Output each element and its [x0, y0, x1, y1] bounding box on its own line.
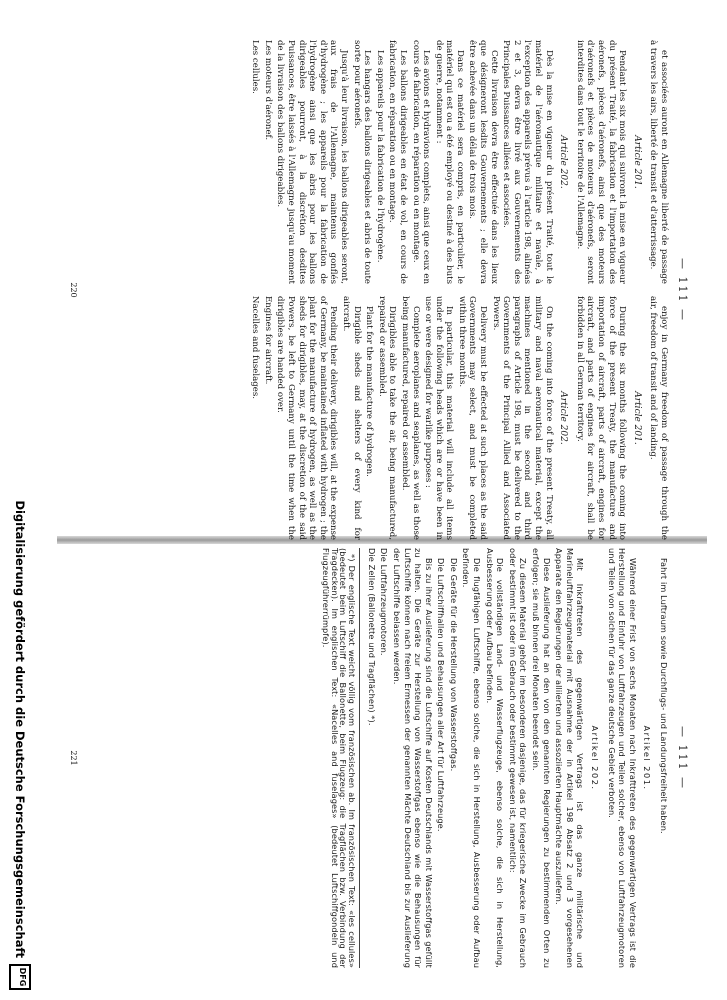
paragraph: Die flugfähigen Luftschiffe, ebenso solche, die sich in Herstellung, Ausbesserung oder Aufbau befinden. — [461, 548, 483, 968]
paragraph: On the coming into force of the present Treaty, all military and naval aeronautical material, except the machines mentioned in the second and third paragraphs of Article 198, must be delivered to the Governments of the Principal Allied and Associated Powers. — [490, 296, 554, 540]
footnote — [321, 548, 360, 968]
paragraph: Delivery must be effected at such places as the said Governments may select, and must be completed within three months. — [456, 296, 489, 540]
right-page-columns — [87, 548, 669, 968]
right-running-head: — 111 — — [676, 726, 689, 790]
paragraph: Jusqu'à leur livraison, les ballons dirigeables seront, aux frais de l'Allemagne, maintenus gonflés d'hydrogène ; les appareils pour la fabrication de l'hydrogène ainsi que les abris pour les ballons dirigeables pourront, à la discrétion desdites Puissances, être laissés à l'Allemagne jusqu'au moment de la livraison des ballons dirigeables. — [275, 40, 349, 284]
article-heading: Article 201. — [631, 391, 642, 445]
digitization-watermark — [0, 0, 40, 1000]
paragraph: During the six months following the coming into force of the present Treaty, the manufacture and importation of aircraft, parts of aircraft, engines for aircraft, and parts of engines for aircraft, shall be forbidden in all German territory. — [574, 296, 628, 540]
paragraph: Les appareils pour la fabrication de l'hydrogène. — [374, 50, 385, 263]
paragraph: Mit Inkrafttreten des gegenwärtigen Vertrags ist das ganze militärische und Marineluftfahrzeugmaterial mit Ausnahme der in Artikel 198 Absatz 2 und 3 vorgesehenen Apparate den Regierungen der alliierten und assoziierten Hauptmächte auszuliefern. — [554, 548, 586, 968]
paragraph: Die Luftschiffhallen und Behausungen aller Art für Luftfahrzeuge. — [436, 558, 447, 832]
right-page — [47, 548, 727, 968]
paragraph: et associées auront en Allemagne liberté de passage à travers les airs, liberté de transit et d'atterrissage. — [648, 40, 669, 284]
article-heading: Artikel 201. — [642, 725, 653, 791]
paragraph: Fahrt im Luftraum sowie Durchflugs- und Landungsfreiheit haben. — [659, 558, 669, 834]
paragraph: Pendant les six mois qui suivront la mise en vigueur du présent Traité, la fabrication et l'importation des aéronefs, pièces d'aéronefs, ainsi que des moteurs d'aéronefs et pièces de moteurs d'aéronefs, seront interdites dans tout le territoire de l'Allemagne. — [574, 40, 628, 284]
german-column — [87, 548, 669, 968]
left-page — [47, 40, 727, 540]
french-column — [87, 40, 669, 284]
paragraph: Cette livraison devra être effectuée dans les lieux que désigneront lesdits Gouvernements ; elle devra être achevée dans un délai de trois mois. — [467, 40, 499, 284]
left-page-columns — [87, 40, 669, 540]
paragraph: Die vollständigen Land- und Wasserflugzeuge, ebenso solche, die sich in Herstellung, Ausbesserung oder Aufbau befinden. — [484, 548, 506, 968]
footnote-text: *) Der englische Text weicht völlig vom französischen ab. Im französischen Text: «les cellules» (bedeutet beim Luftschiff die Ballonette, beim Flugzeug: die Tragflächen bzw. Verbindung der Tragdecken). Im englischen Text: «Nacelles and fuselages» (bedeutet Luftschiffgondeln und Flugzeugführerrümpfe). — [320, 548, 358, 968]
left-page-number: 220 — [69, 282, 78, 298]
paragraph: Pending their delivery, dirigibles will, at the expense of Germany, be maintained inflated with hydrogen ; the plant for the manufacture of hydrogen, as well as the sheds for dirigibles, may, at the discretion of the said Powers, be left to Germany until the time when the dirigibles are handed over. — [275, 296, 339, 540]
paragraph: Diese Auslieferung hat an den von den genannten Regierungen zu bestimmenden Orten zu erfolgen; sie muß binnen drei Monaten beendet sein. — [531, 548, 552, 968]
article-heading: Article 201. — [631, 135, 642, 189]
list-item: Die Luftfahrzeugmotoren. — [379, 548, 390, 656]
paragraph: Dirigible sheds and shelters of every kind for aircraft. — [340, 296, 362, 540]
watermark-text: Digitalisierung gefördert durch die Deutsche Forschungsgemeinschaft — [13, 500, 27, 958]
list-item: Les cellules. — [250, 40, 261, 94]
list-item: Les moteurs d'aéronef. — [262, 40, 273, 141]
dfg-logo: DFG — [9, 964, 31, 990]
paragraph: Die Geräte für die Herstellung von Wasserstoffgas. — [448, 558, 459, 772]
left-running-head: — 111 — — [676, 258, 689, 322]
paragraph: Dans ce matériel sera compris, en particulier, le matériel qui est ou a été employé ou destiné à des buts de guerre, notamment : — [433, 40, 465, 284]
paragraph: Les avions et hydravions complets, ainsi que ceux en cours de fabrication, en réparation ou en montage. — [410, 40, 432, 284]
paragraph: Plant for the manufacture of hydrogen. — [364, 306, 375, 477]
paragraph: Dirigibles able to take the air, being manufactured, repaired or assembled. — [376, 296, 398, 540]
paragraph: Während einer Frist von sechs Monaten nach Inkrafttreten des gegenwärtigen Vertrags ist die Herstellung und Einfuhr von Luftfahrzeugen und Teilen solcher, ebenso von Luftfahrzeugmotoren und Teilen von solchen für das ganze deutsche Gebiet verboten. — [606, 548, 638, 968]
list-item: Nacelles and fuselages. — [250, 296, 261, 399]
paragraph: In particular, this material will include all items under the following heads which are or have been in use or were designed for warlike purposes : — [423, 296, 455, 540]
list-item: Engines for aircraft. — [262, 296, 273, 385]
right-page-number: 221 — [69, 750, 78, 766]
english-column — [87, 296, 669, 540]
paragraph: Les ballons dirigeables en état de vol, en cours de fabrication, en réparation ou en montage. — [387, 40, 408, 284]
paragraph: Dès la mise en vigueur du présent Traité, tout le matériel de l'aéronautique militaire et navale, à l'exception des appareils prévus à l'article 198, alinéas 2 et 3, devra être livré aux Gouvernements des Principales Puissances alliées et associées. — [501, 40, 554, 284]
list-item: Die Zellen (Ballonette und Tragflächen) *). — [366, 548, 377, 726]
paragraph: enjoy in Germany freedom of passage through the air, freedom of transit and of landing. — [648, 296, 669, 540]
article-heading: Article 202. — [558, 135, 569, 189]
paragraph: Les hangars des ballons dirigeables et abris de toute sorte pour aéronefs. — [351, 40, 373, 284]
paragraph: Complete aeroplanes and seaplanes, as well as those being manufactured, repaired or assembled. — [399, 296, 421, 540]
article-heading: Artikel 202. — [590, 725, 601, 791]
paragraph: Bis zu ihrer Auslieferung sind die Luftschiffe auf Kosten Deutschlands mit Wasserstoffgas gefüllt zu halten. Die Geräte zur Herstellung von Wasserstoffgas ebenso wie die Behausungen für Luftschiffe können nach freiem Ermessen der genannten Mächte Deutschland bis zur Auslieferung der Luftschiffe belassen werden. — [391, 548, 434, 968]
article-heading: Article 202. — [558, 391, 569, 445]
paragraph: Zu diesem Material gehört im besonderen dasjenige, das für kriegerische Zwecke im Gebrauch oder bestimmt ist oder im Gebrauch oder bestimmt gewesen ist, namentlich: — [507, 548, 529, 968]
